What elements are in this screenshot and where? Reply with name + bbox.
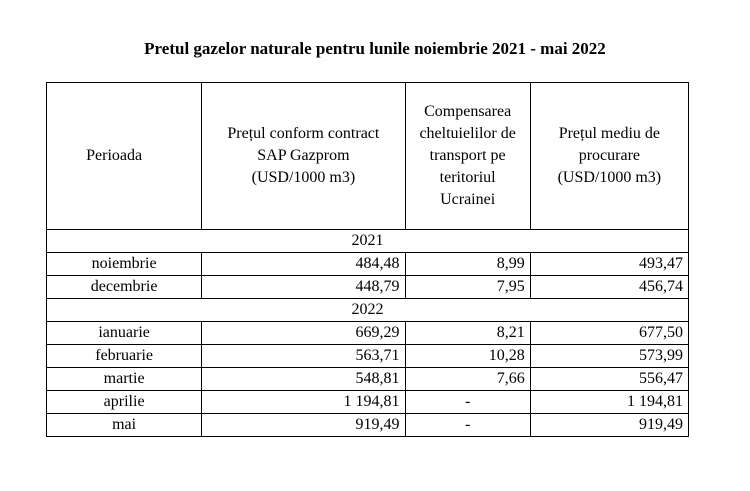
table-row bbox=[47, 391, 689, 414]
table-row bbox=[47, 322, 689, 345]
header-transport-compensation bbox=[405, 83, 530, 230]
header-average-line: Prețul mediu de bbox=[558, 125, 661, 142]
contract-price-cell: 548,81 bbox=[202, 368, 405, 391]
transport-cell: 8,21 bbox=[405, 322, 530, 345]
header-transport-line: transport pe bbox=[429, 147, 506, 164]
transport-cell: - bbox=[405, 414, 530, 437]
year-row-2021 bbox=[47, 230, 689, 253]
average-price-cell: 1 194,81 bbox=[530, 391, 688, 414]
header-transport-line: Ucrainei bbox=[440, 191, 496, 208]
average-price-cell: 919,49 bbox=[530, 414, 688, 437]
header-average-line: (USD/1000 m3) bbox=[557, 169, 662, 186]
contract-price-cell: 669,29 bbox=[202, 322, 405, 345]
header-transport-line: Compensarea bbox=[424, 103, 512, 120]
table-header-row bbox=[47, 83, 689, 230]
gas-price-table bbox=[46, 82, 689, 437]
average-price-cell: 573,99 bbox=[530, 345, 688, 368]
year-row-2022 bbox=[47, 299, 689, 322]
table-row bbox=[47, 253, 689, 276]
year-label: 2022 bbox=[47, 299, 689, 322]
transport-cell: 7,66 bbox=[405, 368, 530, 391]
transport-cell: - bbox=[405, 391, 530, 414]
header-contract-price bbox=[202, 83, 405, 230]
transport-cell: 7,95 bbox=[405, 276, 530, 299]
period-cell: martie bbox=[47, 368, 202, 391]
contract-price-cell: 484,48 bbox=[202, 253, 405, 276]
header-contract-line: SAP Gazprom bbox=[257, 147, 350, 164]
header-period bbox=[47, 83, 202, 230]
header-period-line: Perioada bbox=[86, 147, 143, 164]
average-price-cell: 493,47 bbox=[530, 253, 688, 276]
transport-cell: 8,99 bbox=[405, 253, 530, 276]
period-cell: ianuarie bbox=[47, 322, 202, 345]
year-label: 2021 bbox=[47, 230, 689, 253]
average-price-cell: 556,47 bbox=[530, 368, 688, 391]
header-transport-line: teritoriul bbox=[439, 169, 496, 186]
contract-price-cell: 448,79 bbox=[202, 276, 405, 299]
contract-price-cell: 1 194,81 bbox=[202, 391, 405, 414]
table-row bbox=[47, 345, 689, 368]
header-contract-line: Prețul conform contract bbox=[227, 125, 380, 142]
header-contract-line: (USD/1000 m3) bbox=[251, 169, 356, 186]
header-average-price bbox=[530, 83, 688, 230]
period-cell: noiembrie bbox=[47, 253, 202, 276]
average-price-cell: 677,50 bbox=[530, 322, 688, 345]
header-average-line: procurare bbox=[578, 147, 641, 164]
table-row bbox=[47, 414, 689, 437]
period-cell: februarie bbox=[47, 345, 202, 368]
period-cell: aprilie bbox=[47, 391, 202, 414]
table-row bbox=[47, 276, 689, 299]
contract-price-cell: 563,71 bbox=[202, 345, 405, 368]
contract-price-cell: 919,49 bbox=[202, 414, 405, 437]
document-title: Pretul gazelor naturale pentru lunile noiembrie 2021 - mai 2022 bbox=[144, 39, 606, 58]
period-cell: decembrie bbox=[47, 276, 202, 299]
header-transport-line: cheltuielilor de bbox=[419, 125, 516, 142]
transport-cell: 10,28 bbox=[405, 345, 530, 368]
average-price-cell: 456,74 bbox=[530, 276, 688, 299]
table-row bbox=[47, 368, 689, 391]
period-cell: mai bbox=[47, 414, 202, 437]
